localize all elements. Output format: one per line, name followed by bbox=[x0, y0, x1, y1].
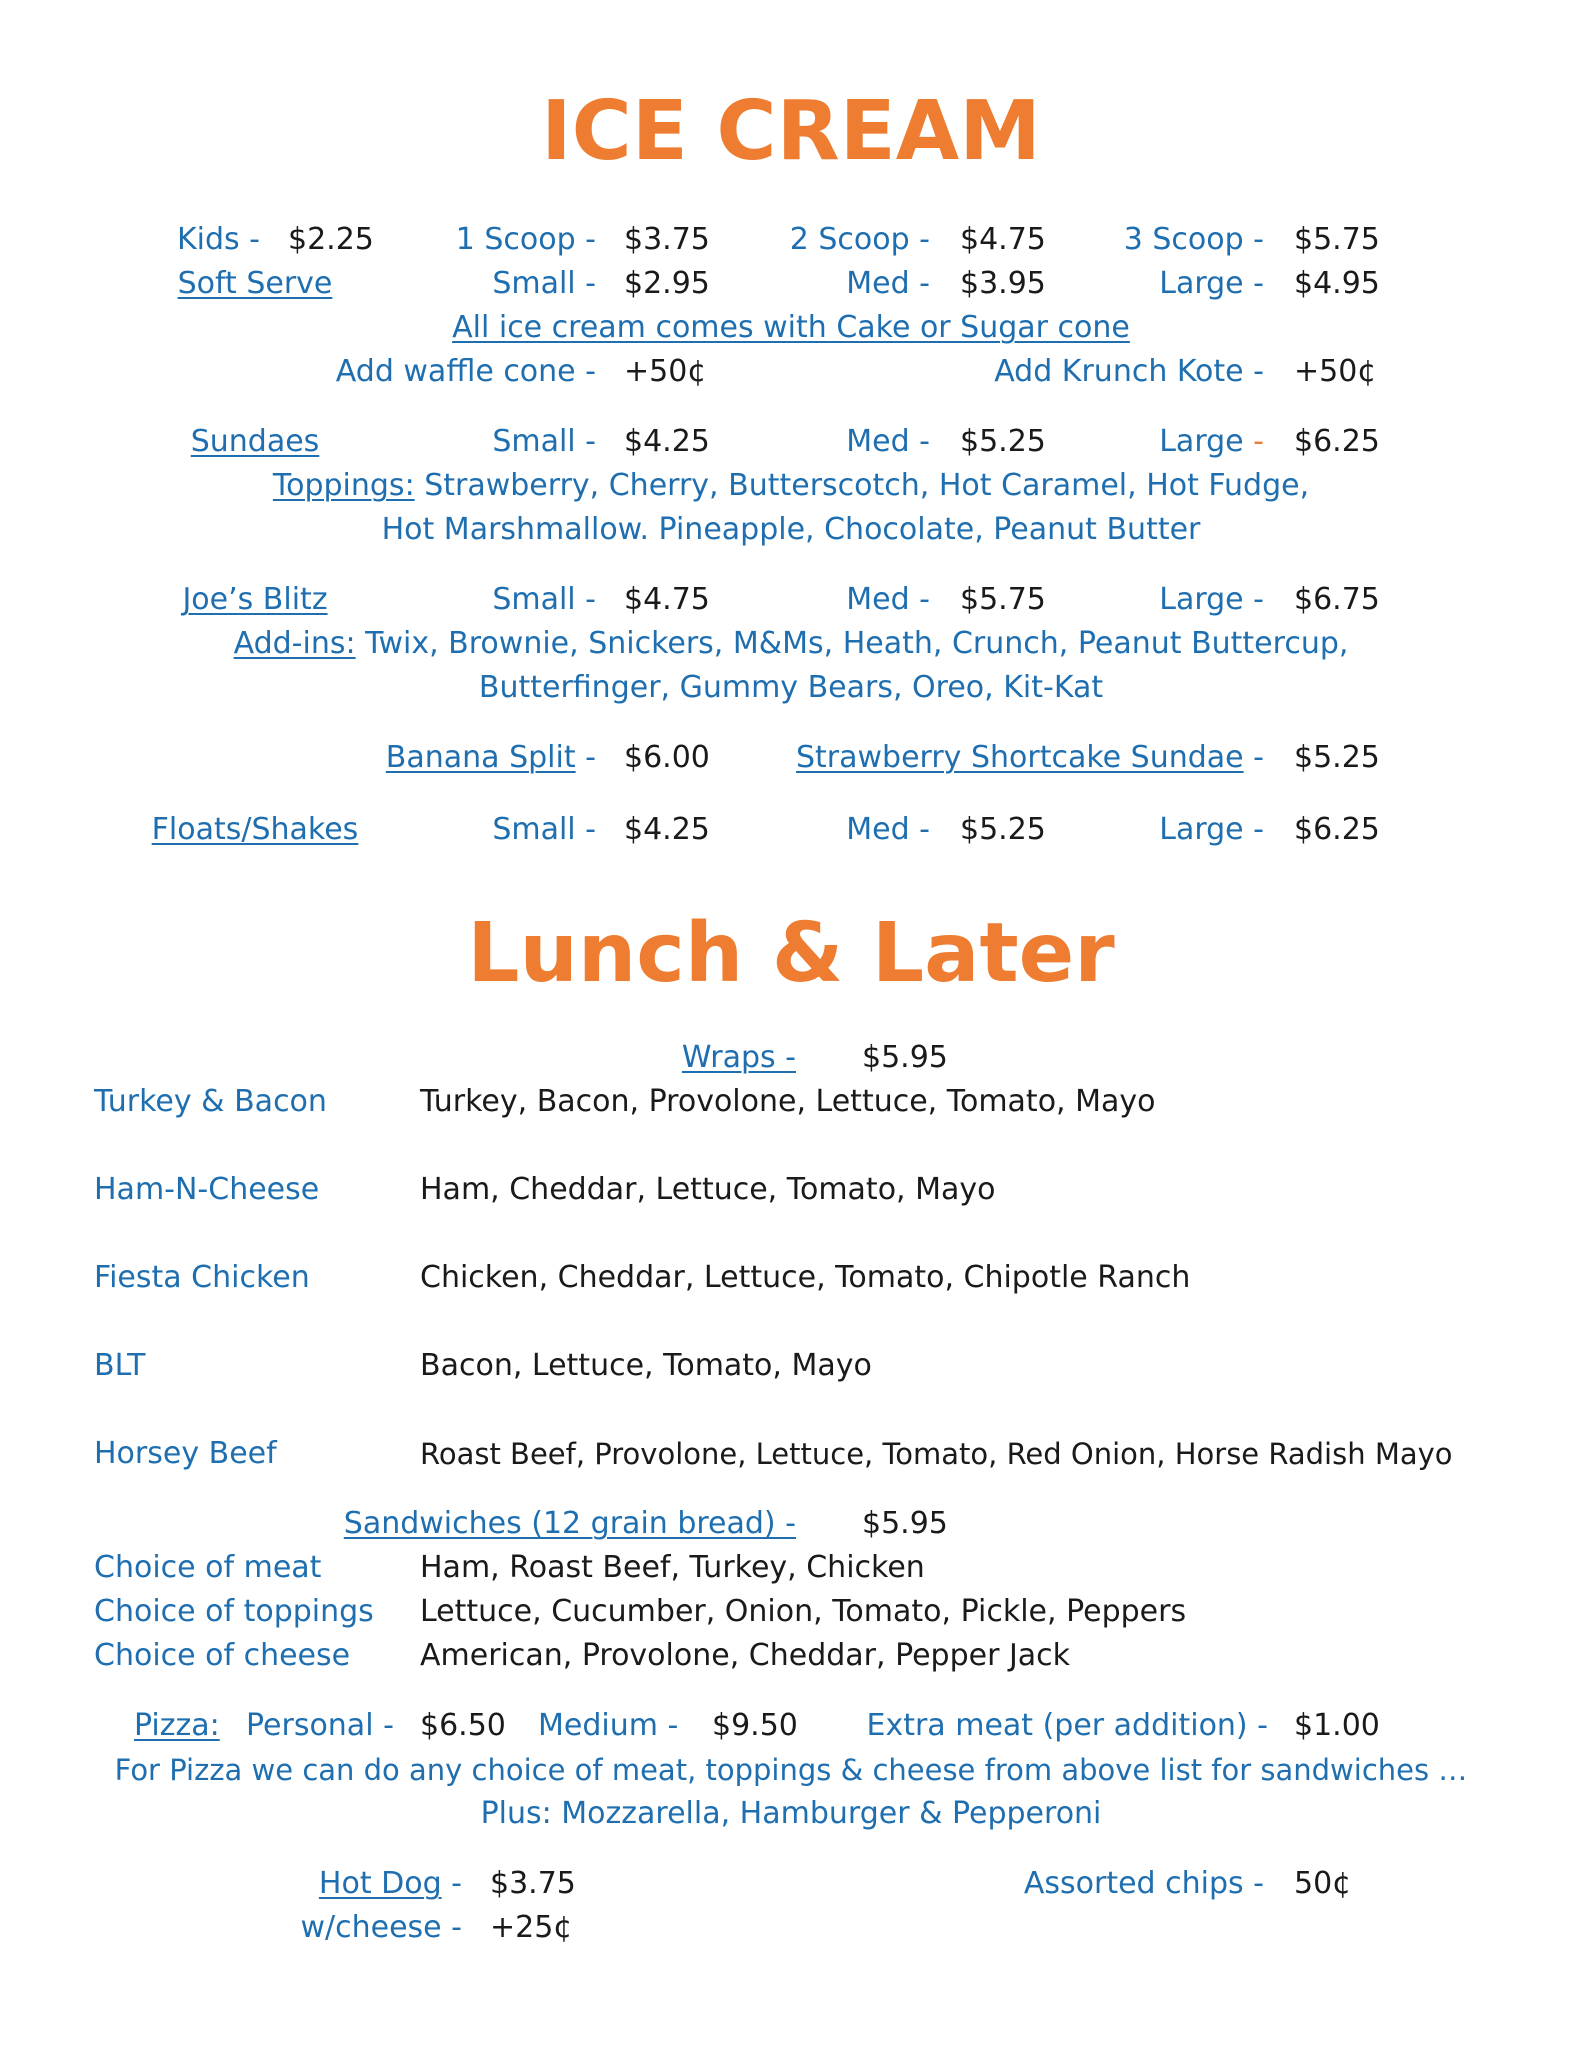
three-scoop-price: $5.75 bbox=[1294, 222, 1380, 257]
sundaes-large-price: $6.25 bbox=[1294, 424, 1380, 459]
wrap-desc: Ham, Cheddar, Lettuce, Tomato, Mayo bbox=[420, 1172, 996, 1207]
sandwich-option-desc: American, Provolone, Cheddar, Pepper Jack bbox=[420, 1638, 1071, 1673]
sundaes-med-price: $5.25 bbox=[960, 424, 1046, 459]
banana-split-price: $6.00 bbox=[624, 740, 710, 775]
sundaes-small-label: Small - bbox=[492, 424, 596, 459]
wrap-name: BLT bbox=[94, 1348, 146, 1383]
hot-dog-price: $3.75 bbox=[490, 1866, 576, 1901]
soft-serve-med-price: $3.95 bbox=[960, 266, 1046, 301]
toppings-label: Toppings: bbox=[272, 468, 415, 503]
addins-line-1 bbox=[0, 626, 1582, 662]
sundaes-large-dash: - bbox=[1243, 424, 1264, 459]
shortcake-dash: - bbox=[1243, 740, 1264, 775]
soft-serve-small-label: Small - bbox=[492, 266, 596, 301]
sandwiches-price: $5.95 bbox=[862, 1506, 948, 1541]
sundaes-heading: Sundaes bbox=[190, 424, 320, 459]
wrap-desc: Bacon, Lettuce, Tomato, Mayo bbox=[420, 1348, 872, 1383]
sundaes-med-label: Med - bbox=[846, 424, 930, 459]
pizza-extra-meat-label: Extra meat (per addition) - bbox=[866, 1708, 1268, 1743]
krunch-kote-label: Add Krunch Kote - bbox=[994, 354, 1264, 389]
floats-heading: Floats/Shakes bbox=[151, 812, 359, 847]
three-scoop-label: 3 Scoop - bbox=[1123, 222, 1264, 257]
one-scoop-price: $3.75 bbox=[624, 222, 710, 257]
pizza-personal-price: $6.50 bbox=[420, 1708, 506, 1743]
pizza-note-2: Plus: Mozzarella, Hamburger & Pepperoni bbox=[480, 1796, 1102, 1831]
pizza-extra-meat-price: $1.00 bbox=[1294, 1708, 1380, 1743]
kids-price: $2.25 bbox=[288, 222, 374, 257]
chips-label: Assorted chips - bbox=[1023, 1866, 1264, 1901]
blitz-heading: Joe’s Blitz bbox=[182, 582, 328, 617]
hot-dog-label bbox=[240, 1866, 462, 1902]
blitz-med-label: Med - bbox=[846, 582, 930, 617]
sandwich-option-desc: Ham, Roast Beef, Turkey, Chicken bbox=[420, 1550, 925, 1585]
sundaes-large-label bbox=[1068, 424, 1264, 460]
blitz-large-price: $6.75 bbox=[1294, 582, 1380, 617]
floats-med-label: Med - bbox=[846, 812, 930, 847]
addins-label: Add-ins: bbox=[233, 626, 356, 661]
blitz-large-label: Large - bbox=[1159, 582, 1264, 617]
shortcake-name: Strawberry Shortcake Sundae bbox=[795, 740, 1244, 775]
sandwich-option-name: Choice of meat bbox=[94, 1550, 322, 1585]
cone-note: All ice cream comes with Cake or Sugar cone bbox=[452, 310, 1130, 345]
pizza-note-1: For Pizza we can do any choice of meat, toppings & cheese from above list for sandwiches … bbox=[114, 1753, 1468, 1787]
hot-dog-cheese-price: +25¢ bbox=[490, 1910, 573, 1945]
soft-serve-heading: Soft Serve bbox=[177, 266, 333, 301]
toppings-line-2: Hot Marshmallow. Pineapple, Chocolate, Peanut Butter bbox=[381, 512, 1201, 547]
hot-dog-dash: - bbox=[441, 1866, 462, 1901]
floats-small-label: Small - bbox=[492, 812, 596, 847]
sandwiches-heading: Sandwiches (12 grain bread) - bbox=[343, 1506, 796, 1541]
two-scoop-label: 2 Scoop - bbox=[789, 222, 930, 257]
krunch-kote-price: +50¢ bbox=[1294, 354, 1377, 389]
soft-serve-med-label: Med - bbox=[846, 266, 930, 301]
wraps-heading: Wraps - bbox=[681, 1040, 796, 1075]
wrap-desc: Roast Beef, Provolone, Lettuce, Tomato, Red Onion, Horse Radish Mayo bbox=[420, 1437, 1453, 1471]
wrap-desc: Chicken, Cheddar, Lettuce, Tomato, Chipotle Ranch bbox=[420, 1260, 1191, 1295]
addins-line-2: Butterfinger, Gummy Bears, Oreo, Kit-Kat bbox=[478, 670, 1104, 705]
chips-price: 50¢ bbox=[1294, 1866, 1352, 1901]
wrap-name: Turkey & Bacon bbox=[94, 1084, 327, 1119]
soft-serve-large-label: Large - bbox=[1159, 266, 1264, 301]
hot-dog-cheese-label: w/cheese - bbox=[300, 1910, 462, 1945]
shortcake-price: $5.25 bbox=[1294, 740, 1380, 775]
floats-large-label: Large - bbox=[1159, 812, 1264, 847]
banana-split-dash: - bbox=[575, 740, 596, 775]
pizza-personal-label: Personal - bbox=[246, 1708, 394, 1743]
wrap-desc: Turkey, Bacon, Provolone, Lettuce, Tomato, Mayo bbox=[420, 1084, 1156, 1119]
floats-small-price: $4.25 bbox=[624, 812, 710, 847]
sandwich-option-desc: Lettuce, Cucumber, Onion, Tomato, Pickle, Peppers bbox=[420, 1594, 1187, 1629]
one-scoop-label: 1 Scoop - bbox=[455, 222, 596, 257]
shortcake-label bbox=[760, 740, 1264, 776]
hot-dog-name: Hot Dog bbox=[318, 1866, 442, 1901]
wraps-price: $5.95 bbox=[862, 1040, 948, 1075]
kids-label: Kids - bbox=[176, 222, 260, 257]
banana-split-name: Banana Split bbox=[385, 740, 576, 775]
two-scoop-price: $4.75 bbox=[960, 222, 1046, 257]
banana-split-label bbox=[300, 740, 596, 776]
ice-cream-title: ICE CREAM bbox=[541, 84, 1041, 179]
wrap-name: Horsey Beef bbox=[94, 1436, 277, 1471]
waffle-cone-label: Add waffle cone - bbox=[335, 354, 596, 389]
toppings-line-1 bbox=[0, 468, 1582, 504]
waffle-cone-price: +50¢ bbox=[624, 354, 707, 389]
soft-serve-large-price: $4.95 bbox=[1294, 266, 1380, 301]
lunch-title: Lunch & Later bbox=[467, 906, 1115, 1001]
pizza-heading: Pizza: bbox=[134, 1708, 220, 1743]
floats-med-price: $5.25 bbox=[960, 812, 1046, 847]
blitz-med-price: $5.75 bbox=[960, 582, 1046, 617]
wrap-name: Fiesta Chicken bbox=[94, 1260, 310, 1295]
pizza-medium-price: $9.50 bbox=[712, 1708, 798, 1743]
blitz-small-price: $4.75 bbox=[624, 582, 710, 617]
soft-serve-small-price: $2.95 bbox=[624, 266, 710, 301]
blitz-small-label: Small - bbox=[492, 582, 596, 617]
wrap-name: Ham-N-Cheese bbox=[94, 1172, 320, 1207]
sandwich-option-name: Choice of cheese bbox=[94, 1638, 351, 1673]
floats-large-price: $6.25 bbox=[1294, 812, 1380, 847]
addins-list-1: Twix, Brownie, Snickers, M&Ms, Heath, Crunch, Peanut Buttercup, bbox=[355, 626, 1349, 661]
sundaes-small-price: $4.25 bbox=[624, 424, 710, 459]
sundaes-large-text: Large bbox=[1159, 424, 1244, 459]
toppings-list-1: Strawberry, Cherry, Butterscotch, Hot Caramel, Hot Fudge, bbox=[414, 468, 1310, 503]
pizza-medium-label: Medium - bbox=[538, 1708, 679, 1743]
sandwich-option-name: Choice of toppings bbox=[94, 1594, 374, 1629]
